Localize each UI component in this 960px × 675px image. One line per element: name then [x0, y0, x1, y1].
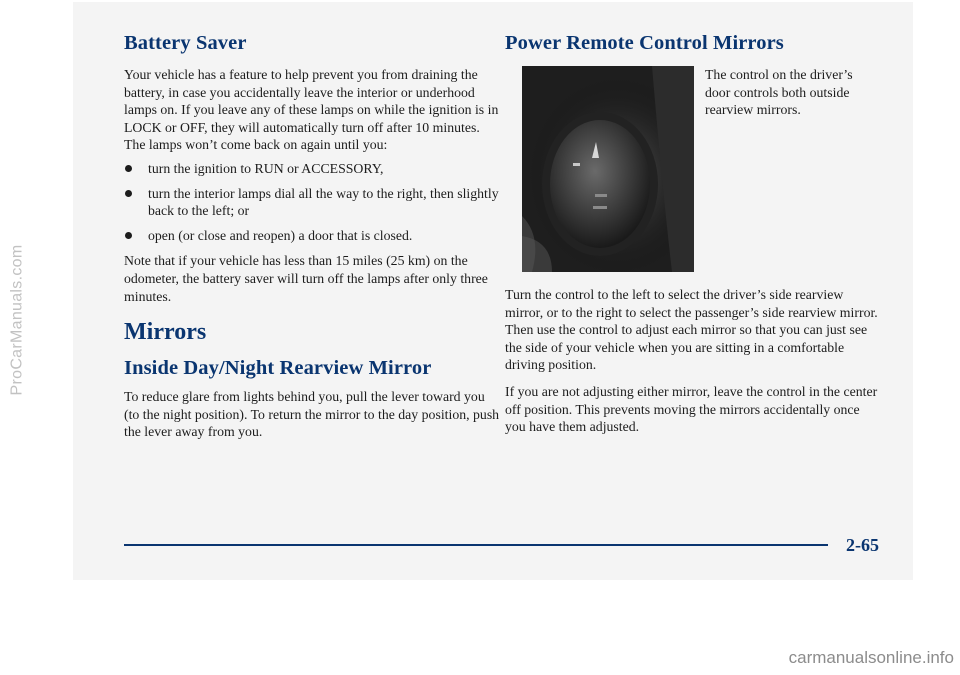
battery-saver-intro: Your vehicle has a feature to help prevent you from draining the battery, in case you accidentally leave the interior or underhood lamps on. If you leave any of these lamps on while the ignition is in LOCK or OFF, they will automatically turn off after 10 minutes. The lamps won’t come back on again until you:	[124, 67, 499, 153]
power-mirrors-para-1: Turn the control to the left to select the driver’s side rearview mirror, or to the right to select the passenger’s side rearview mirror. Then use the control to adjust each mirror so that you can just see the side of your vehicle when you are sitting in a comfortable driving position.	[505, 287, 878, 373]
side-watermark-text: ProCarManuals.com	[8, 244, 25, 396]
mirrors-heading: Mirrors	[124, 319, 207, 346]
power-mirrors-heading: Power Remote Control Mirrors	[505, 32, 784, 54]
side-watermark	[2, 110, 32, 530]
battery-saver-note: Note that if your vehicle has less than 15 miles (25 km) on the odometer, the battery saver will turn off the lamps after only three minutes.	[124, 253, 488, 304]
inside-mirror-heading: Inside Day/Night Rearview Mirror	[124, 357, 432, 380]
page-number: 2-65	[846, 535, 879, 555]
inside-mirror-text: To reduce glare from lights behind you, pull the lever toward you (to the night position). To return the mirror to the day position, push the lever away from you.	[124, 389, 500, 440]
power-mirrors-para-2: If you are not adjusting either mirror, leave the control in the center off position. This prevents moving the mirrors accidentally once you have them adjusted.	[505, 383, 878, 435]
footer-rule	[124, 544, 828, 546]
photo-block	[505, 66, 880, 274]
right-column	[505, 30, 880, 436]
photo-caption: The control on the driver’s door controls both outside rearview mirrors.	[705, 67, 853, 118]
list-item: turn the interior lamps dial all the way to the right, then slightly back to the left; or	[124, 185, 502, 220]
mirror-control-illustration	[522, 66, 694, 272]
list-item: turn the ignition to RUN or ACCESSORY,	[124, 160, 502, 178]
bottom-watermark: carmanualsonline.info	[788, 648, 954, 667]
left-column	[124, 30, 502, 441]
battery-saver-heading: Battery Saver	[124, 32, 247, 54]
list-item: open (or close and reopen) a door that is closed.	[124, 227, 502, 245]
mirror-control-photo	[522, 66, 694, 272]
battery-saver-list	[124, 160, 502, 244]
